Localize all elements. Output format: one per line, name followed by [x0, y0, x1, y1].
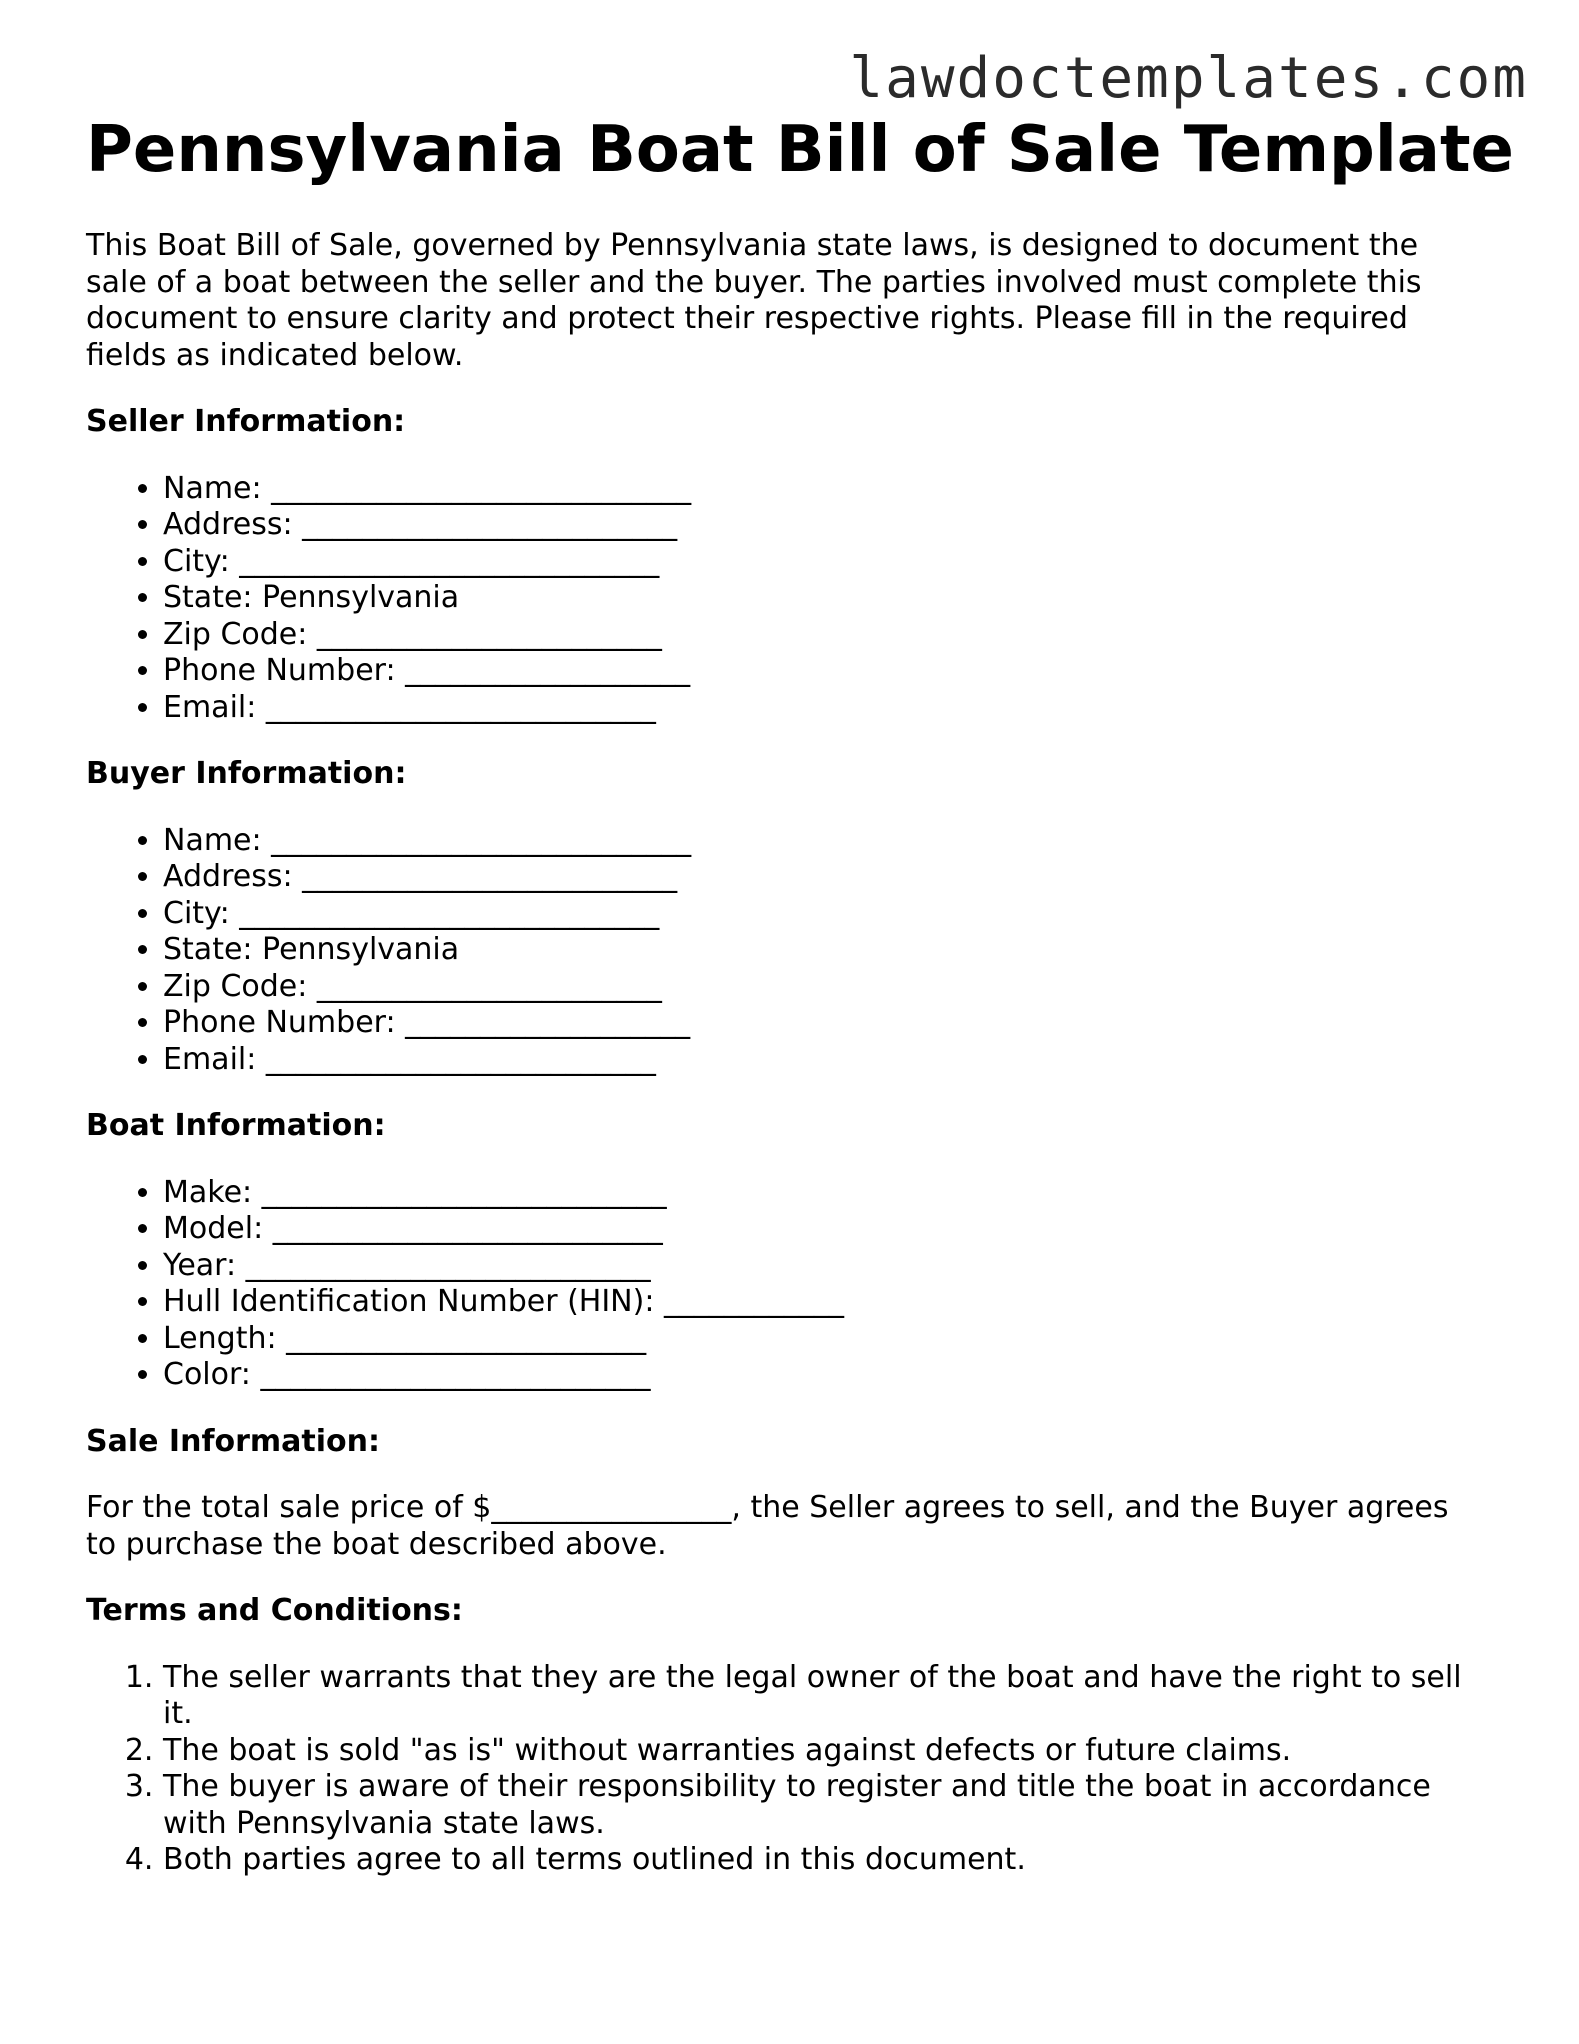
intro-paragraph: This Boat Bill of Sale, governed by Pennsylvania state laws, is designed to document the sale of a boat between the seller and the buyer. The parties involved must complete this document to ensure clarity and protect their respective rights. Please fill in the required fields as indicated below.: [86, 228, 1422, 373]
terms-heading: Terms and Conditions:: [86, 1593, 463, 1628]
boat-make-field: • Make: ___________________________: [163, 1175, 1486, 1212]
document-page: [86, 110, 1514, 1879]
buyer-address-field: • Address: _________________________: [163, 859, 1486, 896]
terms-list: [86, 1660, 1486, 1879]
boat-model-field: • Model: __________________________: [163, 1211, 1486, 1248]
seller-address-field: • Address: _________________________: [163, 507, 1486, 544]
boat-fields-list: [86, 1175, 1486, 1394]
boat-color-field: • Color: __________________________: [163, 1357, 1486, 1394]
buyer-email-field: • Email: __________________________: [163, 1042, 1486, 1079]
buyer-phone-field: • Phone Number: ___________________: [163, 1005, 1486, 1042]
buyer-city-field: • City: ____________________________: [163, 896, 1486, 933]
term-item: 1. The seller warrants that they are the legal owner of the boat and have the right to sell it.: [163, 1660, 1486, 1733]
sale-heading: Sale Information:: [86, 1423, 380, 1459]
seller-phone-field: • Phone Number: ___________________: [163, 653, 1486, 690]
term-item: 2. The boat is sold "as is" without warranties against defects or future claims.: [163, 1733, 1486, 1770]
document-title: Pennsylvania Boat Bill of Sale Template: [86, 113, 1514, 187]
term-item: 3. The buyer is aware of their responsibility to register and title the boat in accordance with Pennsylvania state laws.: [163, 1769, 1486, 1842]
seller-heading: Seller Information:: [86, 404, 406, 439]
term-item: 4. Both parties agree to all terms outlined in this document.: [163, 1842, 1486, 1879]
buyer-state-field: • State: Pennsylvania: [163, 932, 1486, 969]
boat-year-field: • Year: ___________________________: [163, 1248, 1486, 1285]
seller-name-field: • Name: ____________________________: [163, 471, 1486, 508]
seller-email-field: • Email: __________________________: [163, 690, 1486, 727]
buyer-name-field: • Name: ____________________________: [163, 823, 1486, 860]
boat-hin-field: • Hull Identification Number (HIN): ____________: [163, 1284, 1486, 1321]
boat-length-field: • Length: ________________________: [163, 1321, 1486, 1358]
seller-city-field: • City: ____________________________: [163, 544, 1486, 581]
buyer-zip-field: • Zip Code: _______________________: [163, 969, 1486, 1006]
boat-heading: Boat Information:: [86, 1108, 386, 1143]
buyer-fields-list: [86, 823, 1486, 1079]
seller-zip-field: • Zip Code: _______________________: [163, 617, 1486, 654]
seller-fields-list: [86, 471, 1486, 727]
buyer-heading: Buyer Information:: [86, 756, 407, 791]
watermark-text: lawdoctemplates.com: [849, 46, 1528, 111]
sale-paragraph: For the total sale price of $________________, the Seller agrees to sell, and the Buyer agrees to purchase the boat described above.: [86, 1490, 1449, 1562]
seller-state-field: • State: Pennsylvania: [163, 580, 1486, 617]
